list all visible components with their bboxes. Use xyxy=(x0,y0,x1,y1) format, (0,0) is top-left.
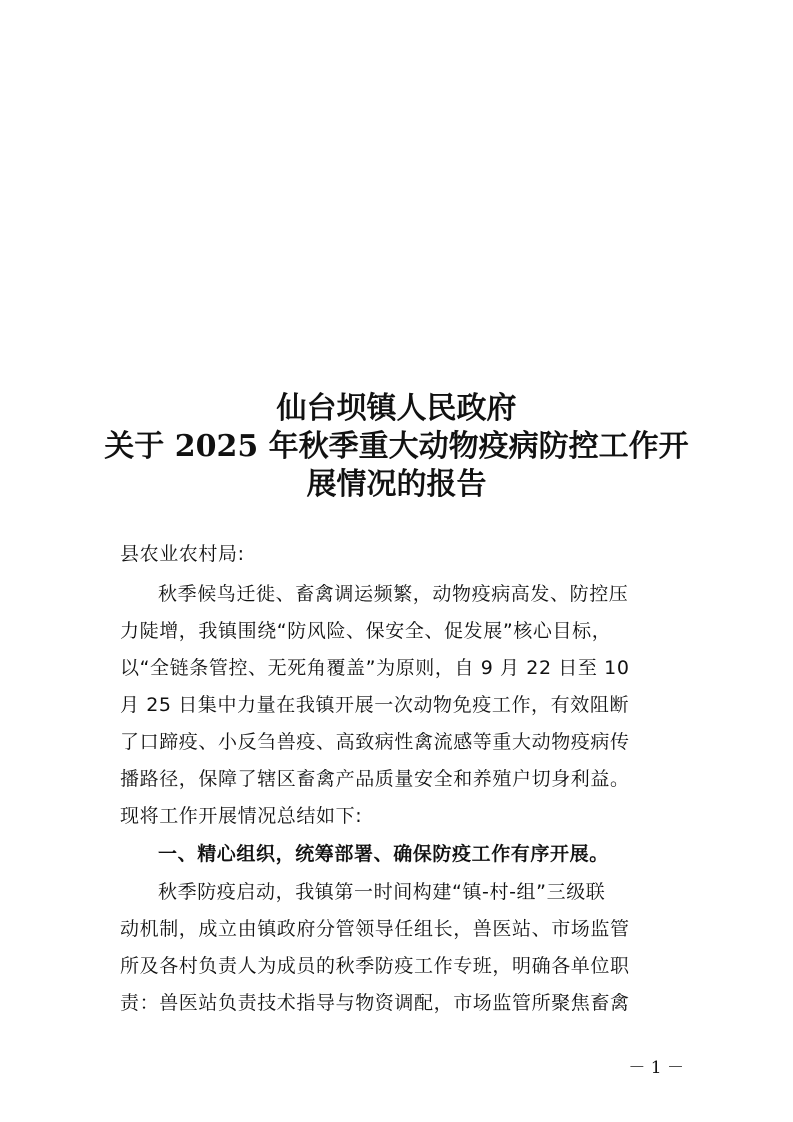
section-line-1: 秋季防疫启动，我镇第一时间构建“镇-村-组”三级联 xyxy=(158,881,606,903)
page-number: － 1 － xyxy=(628,1058,684,1078)
section-heading: 一、精心组织，统筹部署、确保防疫工作有序开展。 xyxy=(158,843,609,865)
title-line-3: 展情况的报告 xyxy=(306,467,487,502)
section-line-3: 所及各村负责人为成员的秋季防疫工作专班，明确各单位职 xyxy=(120,955,630,977)
addressee: 县农业农村局: xyxy=(120,543,245,565)
body-line-4: 月 25 日集中力量在我镇开展一次动物免疫工作，有效阻断 xyxy=(120,694,630,716)
section-line-4: 责：兽医站负责技术指导与物资调配，市场监管所聚焦畜禽 xyxy=(120,992,630,1014)
body-line-5: 了口蹄疫、小反刍兽疫、高致病性禽流感等重大动物疫病传 xyxy=(120,731,630,753)
title-line-2: 关于 2025 年秋季重大动物疫病防控工作开 xyxy=(104,429,689,464)
body-line-6: 播路径，保障了辖区畜禽产品质量安全和养殖户切身利益。 xyxy=(120,768,630,790)
title-line-1: 仙台坝镇人民政府 xyxy=(276,391,517,426)
body-line-1: 秋季候鸟迁徙、畜禽调运频繁，动物疫病高发、防控压 xyxy=(158,583,629,605)
section-line-2: 动机制，成立由镇政府分管领导任组长，兽医站、市场监管 xyxy=(120,918,630,940)
body-line-2: 力陡增，我镇围绕“防风险、保安全、促发展”核心目标， xyxy=(120,620,612,642)
body-line-3: 以“全链条管控、无死角覆盖”为原则，自 9 月 22 日至 10 xyxy=(120,657,630,679)
body-line-7: 现将工作开展情况总结如下: xyxy=(120,805,363,827)
